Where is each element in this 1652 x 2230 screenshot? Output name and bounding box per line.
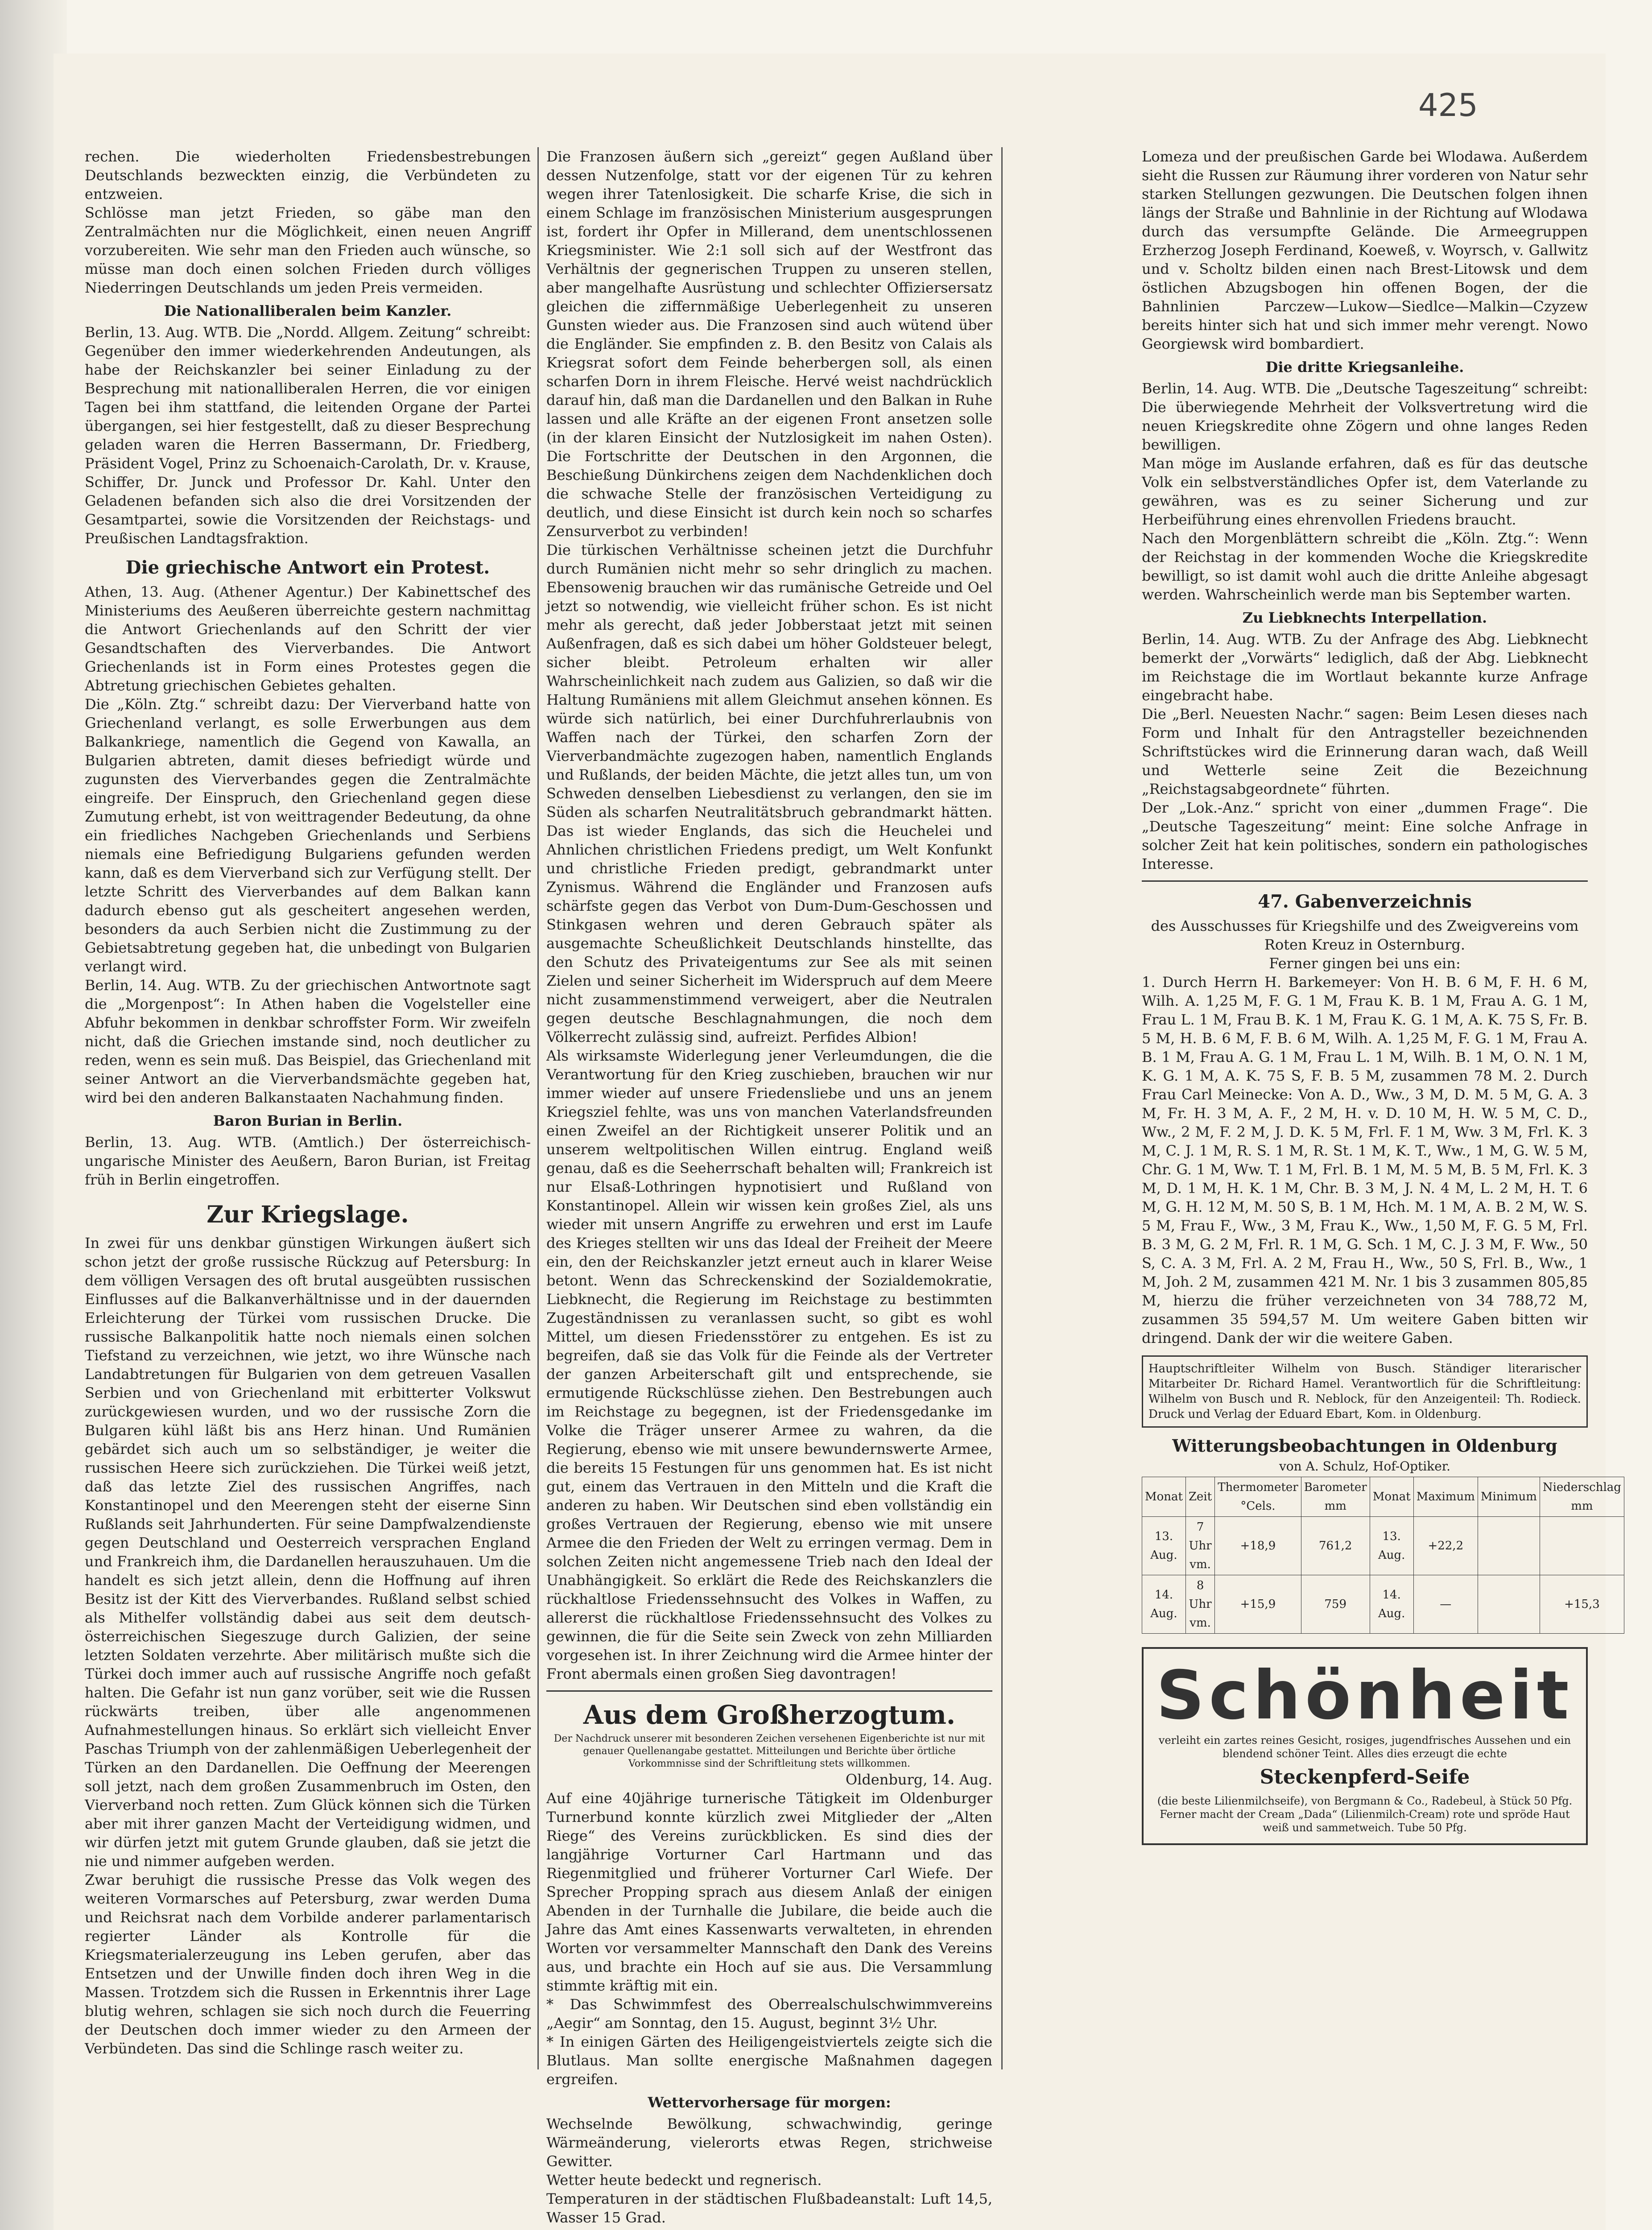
ad-logo: Schönheit [1156,1657,1574,1734]
section-heading: Aus dem Großherzogtum. [583,1700,956,1730]
ad-text: (die beste Lilienmilchseife), von Bergmann & Co., Radebeul, à Stück 50 Pfg. Ferner macht der Cream „Dada“ (Lilienmilch-Cream) rote und spröde Haut weiß und sammetweich. Tube 50 Pfg. [1157,1795,1573,1834]
column-1 [85,147,531,2083]
article-paragraph: Berlin, 14. Aug. WTB. Zu der griechischen Antwortnote sagt die „Morgenpost“: In Athen haben die Vogelsteller eine Abfuhr bekommen in denkbar schroffster Form. Wir zweifeln nicht, daß die Griechen imstande sind, noch deutlicher zu reden, wenn es sein muß. Das Beispiel, das Griechenland mit seiner Antwort an die Vierverbandsmächte gegeben hat, wird bei den anderen Balkanstaaten Nachahmung finden. [85,977,531,1106]
article-paragraph: * In einigen Gärten des Heiligengeistviertels zeigte sich die Blutlaus. Man sollte energische Maßnahmen dagegen ergreifen. [546,2033,992,2088]
ad-text: verleiht ein zartes reines Gesicht, rosiges, jugendfrisches Aussehen und ein blendend schöner Teint. Alles dies erzeugt die echte [1158,1734,1571,1760]
article-paragraph: Athen, 13. Aug. (Athener Agentur.) Der Kabinettschef des Ministeriums des Aeußeren überreichte gestern nachmittag die Antwort Griechenlands auf den Schritt der vier Gesandtschaften des Vierverbandes. Die Antwort Griechenlands ist in Form eines Protestes gegen die Abtretung griechischen Gebietes gehalten. [85,583,531,694]
weather-table [1142,1477,1624,1634]
article-paragraph: Nach den Morgenblättern schreibt die „Köln. Ztg.“: Wenn der Reichstag in der kommenden Woche die Kriegskredite bewilligt, so ist damit wohl auch die dritte Anleihe abgesagt werden. Wahrscheinlich werde man bis September warten. [1142,530,1588,603]
article-paragraph: Auf eine 40jährige turnerische Tätigkeit im Oldenburger Turnerbund konnte kürzlich zwei Mitglieder der „Alten Riege“ des Vereins zurückblicken. Es sind dies der langjährige Vorturner Carl Hartmann und das Riegenmitglied und früherer Vorturner Carl Wiefe. Der Sprecher Propping sprach aus diesem Anlaß der einigen Abenden in der Turnhalle die Jubilare, die beide auch die Jahre das Amt eines Kassenwarts verwalteten, in ehrenden Worten vor versammelter Mannschaft den Dank des Vereins aus, und brachte ein Hoch auf sie aus. Die Versammlung stimmte kräftig mit ein. [546,1790,992,1994]
article-paragraph: Als wirksamste Widerlegung jener Verleumdungen, die die Verantwortung für den Krieg zuschieben, brauchen wir nur immer wieder auf unsere Friedensliebe und uns an jenem Kriegsziel fehlte, was uns von manchen Vaterlandsfreunden einen Zweifel an der Richtigkeit unserer Politik und an unserem weltpolitischen Willen eintrug. England weiß genau, daß es die Seeherrschaft behalten will; Frankreich ist nur Elsaß-Lothringen hypnotisiert und Rußland von Konstantinopel. Allein wir wissen kein großes Ziel, als uns wieder mit unsern Angriffe zu erwehren und erst im Laufe des Krieges stellten wir uns das Ideal der Freiheit der Meere ein, den der Reichskanzler jetzt erneut auch in klarer Weise betont. Wenn das Schreckenskind der Sozialdemokratie, Liebknecht, die Regierung im Reichstage zu bestimmten Zugeständnissen zu veranlassen sucht, so gibt es wohl Mittel, um diesen Friedensstörer zu entgehen. Es ist zu begreifen, daß sie das Volk für die Feinde als der Vertreter der ganzen Arbeiterschaft gilt und entsprechende, sie ermutigende Rückschlüsse ziehen. Den Bestrebungen auch im Reichstage zu begegnen, ist der Friedensgedanke im Volke die Träger unserer Armee zu wahren, da die Regierung, ebenso wie mit unsere bewundernswerte Armee, die bereits 15 Festungen für uns genommen hat. Es ist nicht gut, einem das Vertrauen in den Mitteln und die Kraft die anderen zu haben. Wir Deutschen sind eben vollständig ein großes Vertrauen der Regierung, ebenso wie mit unsere Armee die den Frieden der Welt zu erringen vermag. Dem in solchen Zeiten nicht angemessene Trieb nach den Ideal der Unabhängigkeit. So erklärt die Rede des Reichskanzlers die rückhaltlose Friedenssehnsucht des Volkes in Waffen, zu allererst die rückhaltlose Friedenssehnsucht des Volkes zu gewinnen, die für die Seite sein Zweck von zehn Milliarden vorgesehen ist. In ihrer Zeichnung wird die Armee hinter der Front abermals einen großen Sieg davontragen! [546,1047,992,1682]
soap-advertisement [1142,1647,1588,1845]
masthead-imprint: Hauptschriftleiter Wilhelm von Busch. Ständiger literarischer Mitarbeiter Dr. Richard Hamel. Verantwortlich für die Schriftleitung: Wilhelm von Busch und R. Neblock, für den Anzeigenteil: Th. Rodieck. Druck und Verlag der Eduard Ebart, Kom. in Oldenburg. [1142,1355,1588,1428]
table-header-cell: Thermometer °Cels. [1215,1477,1301,1517]
section-rule [1142,880,1588,882]
dateline: Oldenburg, 14. Aug. [845,1771,992,1788]
weather-observations-author: von A. Schulz, Hof-Optiker. [1279,1459,1450,1474]
weather-forecast-text: Wechselnde Bewölkung, schwachwindig, geringe Wärmeänderung, vielerorts etwas Regen, strichweise Gewitter. [546,2115,992,2170]
column-divider [1001,147,1003,2069]
table-cell: 8 Uhr vm. [1185,1575,1214,1634]
table-cell: +15,3 [1540,1575,1624,1634]
article-paragraph: Berlin, 14. Aug. WTB. Die „Deutsche Tageszeitung“ schreibt: Die überwiegende Mehrheit der Volksvertretung wird die neuen Kriegskredite ohne Zögern und ohne langes Reden bewilligen. [1142,380,1588,453]
donations-list: 1. Durch Herrn H. Barkemeyer: Von H. B. 6 M, F. H. 6 M, Wilh. A. 1,25 M, F. G. 1 M, Frau K. B. 1 M, Frau A. G. 1 M, Frau L. 1 M, Frau B. K. 1 M, Frau K. G. 1 M, A. K. 75 S, Fr. B. 5 M, H. B. 6 M, F. B. 6 M, Wilh. A. 1,25 M, F. G. 1 M, Frau A. B. 1 M, Frau A. G. 1 M, Frau L. 1 M, Wilh. B. 1 M, O. N. 1 M, K. G. 1 M, A. K. 75 S, F. B. 5 M, zusammen 78 M. 2. Durch Frau Carl Meinecke: Von A. D., Ww., 3 M, D. M. 5 M, G. A. 3 M, Fr. H. 3 M, A. F., 2 M, H. v. D. 10 M, H. W. 5 M, C. D., Ww., 2 M, F. 2 M, J. D. K. 5 M, Frl. F. 1 M, Ww. 3 M, Frl. K. 3 M, C. J. 1 M, R. S. 1 M, R. St. 1 M, K. T., Ww., 1 M, G. W. 5 M, Chr. G. 1 M, Ww. T. 1 M, Frl. B. 1 M, M. 5 M, B. 5 M, Frl. K. 3 M, D. 1 M, H. K. 1 M, Chr. B. 3 M, J. N. 4 M, L. 2 M, H. T. 6 M, G. H. 12 M, M. 50 S, B. 1 M, Hch. M. 1 M, A. B. 2 M, W. S. 5 M, Frau F., Ww., 3 M, Frau K., Ww., 1,50 M, F. G. 5 M, Frl. B. 3 M, G. 2 M, Frl. R. 1 M, G. Sch. 1 M, C. J. 3 M, F. Ww., 50 S, C. A. 3 M, Frl. A. 2 M, Frau H., Ww., 50 S, Frl. B., Ww., 1 M, Joh. 2 M, zusammen 421 M. Nr. 1 bis 3 zusammen 805,85 M, hierzu die früher verzeichneten von 34 788,72 M, zusammen 35 594,57 M. Um weitere Gaben bitten wir dringend. Dank der wir die weitere Gaben. [1142,974,1588,1346]
table-cell [1478,1517,1540,1575]
table-cell: +22,2 [1413,1517,1478,1575]
table-cell: — [1413,1575,1478,1634]
article-paragraph: Der „Lok.-Anz.“ spricht von einer „dummen Frage“. Die „Deutsche Tageszeitung“ meint: Eine solche Anfrage in solcher Zeit hat kein politisches, sondern ein pathologisches Interesse. [1142,799,1588,872]
table-cell [1540,1517,1624,1575]
table-cell: +15,9 [1215,1575,1301,1634]
article-paragraph: In zwei für uns denkbar günstigen Wirkungen äußert sich schon jetzt der große russische Rückzug auf Petersburg: In dem völligen Versagen des oft brutal ausgeübten russischen Einflusses auf die Balkanverhältnisse und in der dauernden Erleichterung der Türkei vom russischen Drucke. Die russische Balkanpolitik hatte noch niemals einen solchen Tiefstand zu verzeichnen, wie jetzt, wo ihre Wünsche nach Landabtretungen für Bulgarien von dem getreuen Vasallen Serbien und von Griechenland mit erbitterter Volkswut zurückgewiesen wurden, und wo der russische Zorn die Bulgaren kühl läßt bis ans Herz hinan. Und Rumänien gebärdet sich auch um so selbständiger, je weiter die russischen Heere sich zurückziehen. Die Türkei weiß jetzt, daß das letzte Ziel des russischen Angriffes, nach Konstantinopel und den Meerengen steht der eiserne Sinn Rußlands seit Jahrhunderten. Für seine Dampfwalzendienste gegen Deutschland und Oesterreich versprachen England und Frankreich ihm, die Dardanellen herauszuhauen. Um die handelt es sich jetzt allein, denn die Hoffnung auf ihren Besitz ist der Kitt des Vierverbandes. Rußland selbst schied als Mithelfer vollständig dabei aus seit dem deutsch-österreichischen Siegeszuge durch Galizien, der seine letzten Soldaten verzehrte. Aber militärisch mußte sich die Türkei doch immer auch auf russische Angriffe noch gefaßt halten. Die Gefahr ist nun ganz vorüber, seit wie die Russen rückwärts treiben, über alle angenommenen Aufnahmestellungen hinaus. So erklärt sich vielleicht Enver Paschas Triumph von der zahlenmäßigen Ueberlegenheit der Türken an den Dardanellen. Die Oeffnung der Meerengen soll jetzt, nach dem großen Zusammenbruch im Osten, den Vierverband noch retten. Zum Glück können sich die Türken aber mit ihrer ganzen Macht der Verteidigung widmen, und wir dürfen jetzt mit gutem Grunde glauben, daß sie jetzt die nie und nimmer aufgeben werden. [85,1235,531,1870]
article-paragraph: Die „Köln. Ztg.“ schreibt dazu: Der Vierverband hatte von Griechenland verlangt, es solle Erwerbungen aus dem Balkankriege, namentlich die Gegend von Kawalla, an Bulgarien abtreten, damit dieses befriedigt würde und zugunsten des Vierverbandes gegen die Zentralmächte eingreife. Der Einspruch, den Griechenland gegen diese Zumutung erhebt, ist von weittragender Bedeutung, da ohne ein friedliches Nachgeben Griechenlands und Serbiens niemals eine Befriedigung Bulgariens gefunden werden kann, daß es dem Vierverband sich zur Verfügung stellt. Der letzte Schritt des Vierverbandes auf dem Balkan kann dadurch ebenso gut als gescheitert angesehen werden, besonders da auch Serbien nicht die Zustimmung zu der Gebietsabtretung gegeben hat, die unbedingt von Bulgarien verlangt wird. [85,696,531,975]
table-header-cell: Maximum [1413,1477,1478,1517]
article-heading: Zu Liebknechts Interpellation. [1242,609,1487,626]
weather-observations-heading: Witterungsbeobachtungen in Oldenburg [1172,1436,1557,1456]
article-paragraph: Berlin, 14. Aug. WTB. Zu der Anfrage des Abg. Liebknecht bemerkt der „Vorwärts“ lediglich, daß der Abg. Liebknecht im Reichstage die im Wortlaut bekannte kurze Anfrage eingebracht habe. [1142,631,1588,704]
table-header-cell: Zeit [1185,1477,1214,1517]
section-rule [546,1690,992,1692]
article-paragraph: Man möge im Auslande erfahren, daß es für das deutsche Volk ein selbstverständliches Opfer ist, dem Vaterlande zu gewähren, was es zu seiner Sicherung und zur Herbeiführung eines ehrenvollen Friedens braucht. [1142,455,1588,528]
weather-forecast-heading: Wettervorhersage für morgen: [648,2094,891,2111]
table-row [1142,1517,1624,1575]
table-cell: +18,9 [1215,1517,1301,1575]
donations-subheading: des Ausschusses für Kriegshilfe und des Zweigvereins vom Roten Kreuz in Osternburg. [1151,917,1579,953]
article-paragraph: Berlin, 13. Aug. WTB. (Amtlich.) Der österreichisch-ungarische Minister des Aeußern, Baron Burian, ist Freitag früh in Berlin eingetroffen. [85,1134,531,1188]
article-paragraph: * Das Schwimmfest des Oberrealschulschwimmvereins „Aegir“ am Sonntag, den 15. August, beginnt 3½ Uhr. [546,1996,992,2032]
article-heading: Baron Burian in Berlin. [213,1112,403,1129]
column-2 [546,147,992,2226]
article-heading: Die Nationalliberalen beim Kanzler. [164,302,452,319]
article-paragraph: Die türkischen Verhältnisse scheinen jetzt die Durchfuhr durch Rumänien nicht mehr so sehr dringlich zu machen. Ebensowenig brauchen wir das rumänische Getreide und Oel jetzt so notwendig, wie vielleicht früher schon. Es ist nicht mehr als gerecht, daß jeder Jobberstaat jetzt mit seinen Außenfragen, daß es sich dabei um höher Goldsteuer belegt, sicher bleibt. Petroleum erhalten wir aller Wahrscheinlichkeit nach zudem aus Galizien, so daß wir die Haltung Rumäniens mit allem Gleichmut ansehen können. Es würde sich natürlich, bei einer Durchfuhrerlaubnis von Waffen nach der Türkei, den scharfen Zorn der Vierverbandmächte zugezogen haben, namentlich Englands und Rußlands, der beiden Mächte, die jetzt alles tun, um von Schweden denselben Liebesdienst zu verlangen, den sie im Süden als scharfen Neutralitätsbruch gebrandmarkt hätten. Das ist wieder Englands, das sich die Heuchelei und Ahnlichen christlichen Friedens predigt, um Welt Konfunkt und christliche Frieden predigt, gebrandmarkt unter Zynismus. Während die Engländer und Franzosen aufs schärfste gegen das Verbot von Dum-Dum-Geschossen und Stinkgasen wehren und deren Gebrauch später als ausgemachte Scheußlichkeit Deutschlands hinstellte, das den Schutz des Privateigentums zur See als mit seinen Zielen und seiner Sicherheit im Widerspruch auf dem Meere nicht zusammenstimmend verweigert, aber die Neutralen gegen deutsche Beschlagnahmungen, die noch dem Völkerrecht zulässig sind, aufreizt. Perfides Albion! [546,541,992,1045]
table-header-cell: Minimum [1478,1477,1540,1517]
table-cell [1478,1575,1540,1634]
table-cell: 13. Aug. [1142,1517,1186,1575]
donations-heading: 47. Gabenverzeichnis [1258,891,1472,912]
article-paragraph: rechen. Die wiederholten Friedensbestrebungen Deutschlands bezweckten einzig, die Verbündeten zu entzweien. [85,148,531,202]
table-header-cell: Monat [1142,1477,1186,1517]
table-cell: 14. Aug. [1370,1575,1413,1634]
article-paragraph: Berlin, 13. Aug. WTB. Die „Nordd. Allgem. Zeitung“ schreibt: Gegenüber den immer wiederkehrenden Andeutungen, als habe der Reichskanzler bei seiner Einladung zu der Besprechung mit nationalliberalen Herren, die vor einigen Tagen bei ihm stattfand, die leitenden Organe der Partei übergangen, sei hier festgestellt, daß zu dieser Besprechung geladen waren die Herren Bassermann, Dr. Friedberg, Präsident Vogel, Prinz zu Schoenaich-Carolath, Dr. v. Krause, Schiffer, Dr. Junck und Professor Dr. Kahl. Unter den Geladenen befanden sich also die drei Vorsitzenden der Gesamtpartei, sowie die Vorsitzenden der Reichstags- und Preußischen Landtagsfraktion. [85,324,531,547]
temperature-text: Temperaturen in der städtischen Flußbadeanstalt: Luft 14,5, Wasser 15 Grad. [546,2190,992,2226]
table-header-cell: Barometer mm [1301,1477,1370,1517]
table-cell: 14. Aug. [1142,1575,1186,1634]
article-paragraph: Lomeza und der preußischen Garde bei Wlodawa. Außerdem sieht die Russen zur Räumung ihrer vorderen von Natur sehr starken Stellungen gezwungen. Die Deutschen folgen ihnen längs der Straße und Bahnlinie in der Richtung auf Wlodawa durch das versumpfte Gelände. Die Armeegruppen Erzherzog Joseph Ferdinand, Koeweß, v. Woyrsch, v. Gallwitz und v. Scholtz bilden einen nach Brest-Litowsk und dem östlichen Abzugsbogen hin offenen Bogen, der die Bahnlinien Parczew—Lukow—Siedlce—Malkin—Czyzew bereits hinter sich hat und sich immer mehr verengt. Nowo Georgiewsk wird bombardiert. [1142,148,1588,352]
table-cell: 13. Aug. [1370,1517,1413,1575]
article-heading: Die dritte Kriegsanleihe. [1265,359,1464,376]
table-row [1142,1575,1624,1634]
page-number: 425 [1418,87,1478,124]
table-header-cell: Niederschlag mm [1540,1477,1624,1517]
article-heading: Die griechische Antwort ein Protest. [125,557,490,578]
column-3 [1142,147,1621,2083]
section-heading: Zur Kriegslage. [206,1201,409,1228]
reprint-notice: Der Nachdruck unserer mit besonderen Zeichen versehenen Eigenberichte ist nur mit genauer Quellenangabe gestattet. Mitteilungen und Berichte über örtliche Vorkommnisse sind der Schriftleitung stets willkommen. [553,1733,985,1769]
donations-intro: Ferner gingen bei uns ein: [1269,955,1461,972]
ad-product-name: Steckenpferd-Seife [1260,1766,1470,1788]
article-paragraph: Schlösse man jetzt Frieden, so gäbe man den Zentralmächten nur die Möglichkeit, einen neuen Angriff vorzubereiten. Wie sehr man den Frieden auch wünsche, so müsse man doch einen solchen Frieden durch völliges Niederringen Deutschlands um jeden Preis vermeiden. [85,204,531,296]
article-paragraph: Die „Berl. Neuesten Nachr.“ sagen: Beim Lesen dieses nach Form und Inhalt für den Antragsteller bezeichnenden Schriftstückes wird die Erinnerung daran wach, daß Weill und Wetterle seine Zeit die Bezeichnung „Reichstagsabgeordnete“ führten. [1142,706,1588,797]
table-cell: 759 [1301,1575,1370,1634]
article-paragraph: Zwar beruhigt die russische Presse das Volk wegen des weiteren Vormarsches auf Petersburg, zwar werden Duma und Reichsrat nach dem Vorbilde anderer parlamentarisch regierter Länder als Kontrolle für die Kriegsmaterialerzeugung ins Leben gerufen, aber das Entsetzen und der Unwille finden doch ihren Weg in die Massen. Trotzdem sich die Russen in Erkenntnis ihrer Lage blutig wehren, schlagen sie sich noch durch die Feuerring der Deutschen doch immer wieder zu den Armeen der Verbündeten. Das sind die Schlinge rasch weiter zu. [85,1871,531,2057]
table-cell: 7 Uhr vm. [1185,1517,1214,1575]
table-header-row [1142,1477,1624,1517]
table-header-cell: Monat [1370,1477,1413,1517]
column-divider [537,147,539,2069]
table-cell: 761,2 [1301,1517,1370,1575]
weather-today-text: Wetter heute bedeckt und regnerisch. [546,2172,822,2189]
article-paragraph: Die Franzosen äußern sich „gereizt“ gegen Außland über dessen Nutzenfolge, statt vor der eigenen Tür zu kehren wegen ihrer Tatenlosigkeit. Die scharfe Krise, die sich in einem Schlage im französischen Ministerium ausgesprungen ist, fordert ihr Opfer in Millerand, dem unentschlossenen Kriegsminister. Wie 2:1 soll sich auf der Westfront das Verhältnis der gegnerischen Truppen zu unseren stellen, aber mangelhafte Ausrüstung und schlechter Offiziersersatz gleichen die ziffernmäßige Ueberlegenheit zu unseren Gunsten wieder aus. Die Franzosen sind auch wütend über die Engländer. Sie empfinden z. B. den Besitz von Calais als Kriegsrat sofort dem Feinde beherbergen soll, als einen scharfen Dorn in ihrem Fleische. Hervé weist nachdrücklich darauf hin, daß man die Dardanellen und den Balkan in Ruhe lassen und alle Kräfte an der eigenen Front ansetzen solle (in der klaren Einsicht der Nutzlosigkeit im nahen Osten). Die Fortschritte der Deutschen in den Argonnen, die Beschießung Dünkirchens zeigen dem Nachdenklichen doch die schwache Stelle der französischen Verteidigung zu deutlich, und diese Einsicht ist durch kein noch so scharfes Zensurverbot zu verbinden! [546,148,992,540]
